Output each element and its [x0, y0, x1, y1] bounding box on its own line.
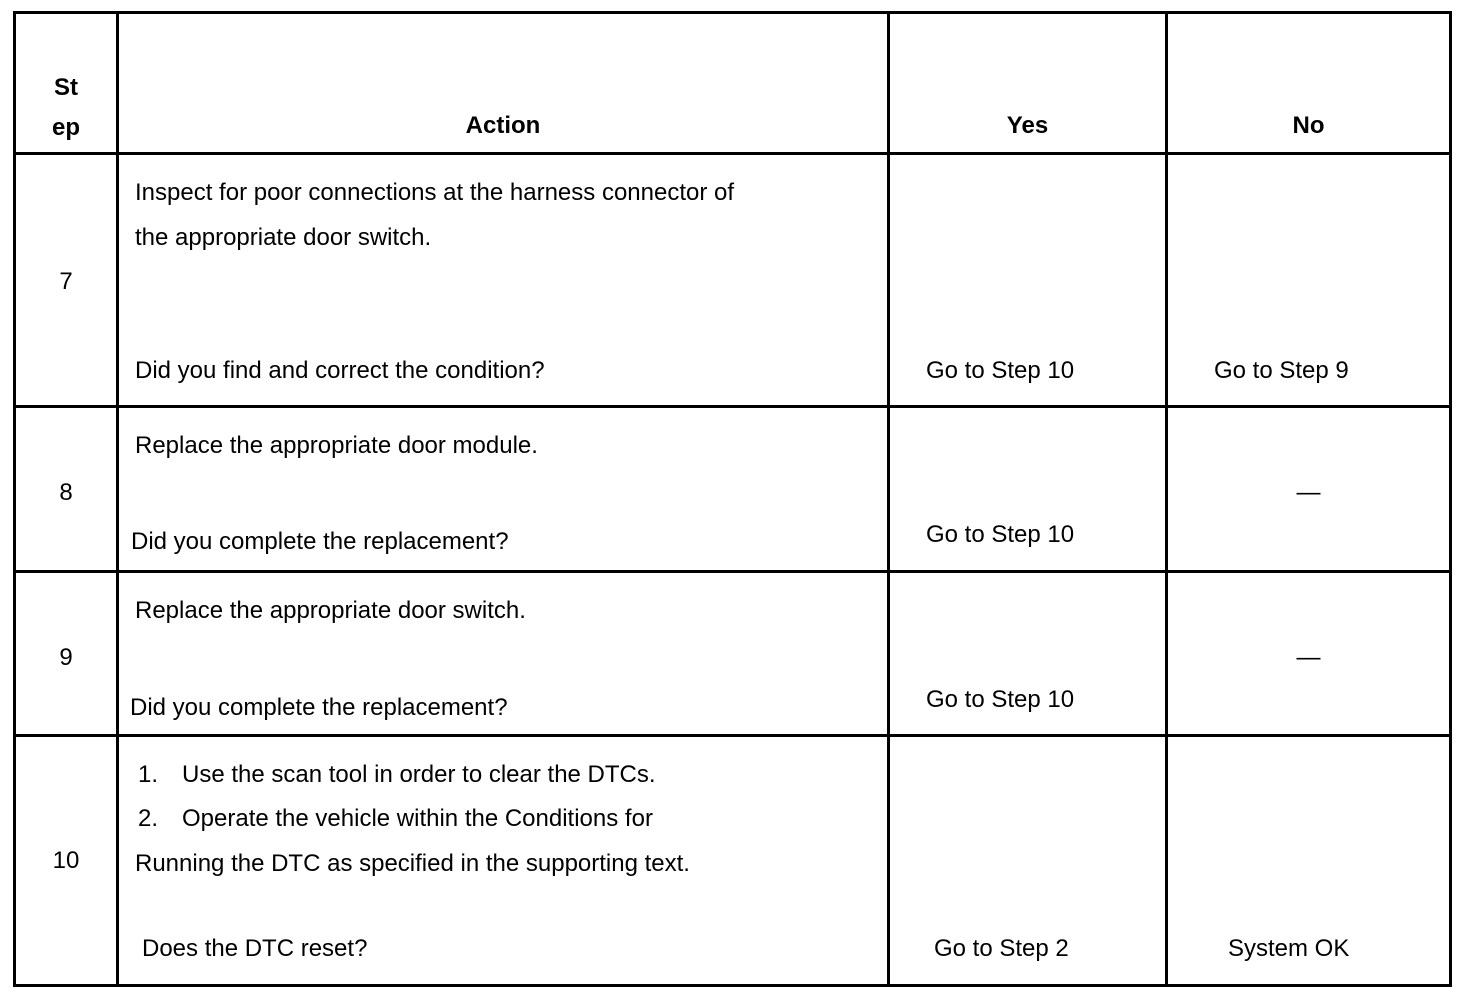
header-step-line2: ep [51, 114, 80, 141]
step-cell [15, 407, 118, 572]
no-outcome: Go to Step 9 [1214, 357, 1349, 384]
yes-outcome: Go to Step 10 [926, 686, 1075, 713]
question-text: Did you complete the replacement? [130, 694, 508, 721]
header-step-line1: St [54, 74, 78, 101]
step-number: 7 [59, 268, 73, 295]
yes-outcome: Go to Step 10 [926, 357, 1075, 384]
no-cell [1167, 407, 1451, 572]
action-text-line1: Replace the appropriate door module. [135, 432, 538, 459]
yes-cell [889, 572, 1167, 736]
list-item-1-number: 1. [138, 761, 159, 788]
table-row [15, 407, 1451, 572]
step-cell [15, 154, 118, 407]
step-cell [15, 572, 118, 736]
step-cell [15, 736, 118, 986]
header-yes-label: Yes [1006, 112, 1049, 139]
list-item-1-text: Use the scan tool in order to clear the DTCs. [182, 761, 656, 788]
diagnostic-table [13, 11, 1452, 987]
header-action [118, 13, 889, 154]
no-outcome: System OK [1228, 935, 1350, 962]
table-row [15, 736, 1451, 986]
action-cell [118, 154, 889, 407]
yes-cell [889, 407, 1167, 572]
step-number: 9 [59, 644, 73, 671]
no-outcome: — [1296, 479, 1321, 506]
header-no-label: No [1292, 112, 1325, 139]
action-text-line2: the appropriate door switch. [135, 224, 432, 251]
header-action-label: Action [465, 112, 541, 139]
action-cell [118, 407, 889, 572]
yes-outcome: Go to Step 2 [934, 935, 1069, 962]
header-step [15, 13, 118, 154]
yes-cell [889, 154, 1167, 407]
action-text-line1: Inspect for poor connections at the harness connector of [135, 179, 735, 206]
yes-outcome: Go to Step 10 [926, 521, 1075, 548]
list-item-2-number: 2. [138, 805, 159, 832]
question-text: Did you complete the replacement? [131, 528, 509, 555]
step-number: 10 [52, 847, 80, 874]
list-item-2-text: Operate the vehicle within the Conditions for [182, 805, 653, 832]
action-cell [118, 736, 889, 986]
question-text: Did you find and correct the condition? [135, 357, 545, 384]
action-cell [118, 572, 889, 736]
table-row [15, 572, 1451, 736]
no-outcome: — [1296, 644, 1321, 671]
header-row [15, 13, 1451, 154]
header-yes [889, 13, 1167, 154]
action-text-line1: Replace the appropriate door switch. [135, 597, 526, 624]
table-row [15, 154, 1451, 407]
question-text: Does the DTC reset? [142, 935, 368, 962]
no-cell [1167, 736, 1451, 986]
no-cell [1167, 572, 1451, 736]
header-no [1167, 13, 1451, 154]
list-item-2-continuation: Running the DTC as specified in the supporting text. [135, 850, 690, 877]
yes-cell [889, 736, 1167, 986]
no-cell [1167, 154, 1451, 407]
step-number: 8 [59, 479, 73, 506]
